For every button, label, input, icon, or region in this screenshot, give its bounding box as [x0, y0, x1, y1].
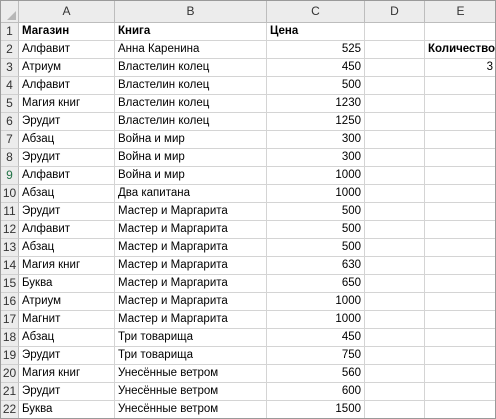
cell-d[interactable] — [365, 347, 425, 365]
cell-b[interactable]: Мастер и Маргарита — [115, 293, 267, 311]
cell-a[interactable]: Алфавит — [19, 167, 115, 185]
cell-b[interactable]: Война и мир — [115, 149, 267, 167]
cell-b[interactable]: Мастер и Маргарита — [115, 221, 267, 239]
cell-a[interactable]: Эрудит — [19, 149, 115, 167]
cell-a[interactable]: Алфавит — [19, 41, 115, 59]
table-row — [1, 149, 496, 167]
row-header[interactable]: 4 — [1, 77, 19, 95]
column-header-b[interactable]: B — [115, 1, 267, 23]
cell-a[interactable]: Магия книг — [19, 95, 115, 113]
row-header[interactable]: 5 — [1, 95, 19, 113]
cell-e[interactable] — [425, 167, 496, 185]
cell-c[interactable]: 1000 — [267, 311, 365, 329]
table-row — [1, 347, 496, 365]
cell-grid — [1, 1, 496, 419]
cell-e[interactable] — [425, 275, 496, 293]
table-row — [1, 77, 496, 95]
select-all-triangle-icon — [7, 11, 16, 20]
table-row — [1, 113, 496, 131]
row-header[interactable]: 19 — [1, 347, 19, 365]
row-header[interactable]: 18 — [1, 329, 19, 347]
cell-c[interactable]: 300 — [267, 149, 365, 167]
cell-c[interactable]: 600 — [267, 383, 365, 401]
row-header[interactable]: 7 — [1, 131, 19, 149]
table-row — [1, 203, 496, 221]
cell-e[interactable] — [425, 383, 496, 401]
cell-c[interactable]: 525 — [267, 41, 365, 59]
cell-d[interactable] — [365, 59, 425, 77]
cell-b[interactable]: Властелин колец — [115, 77, 267, 95]
row-header[interactable]: 15 — [1, 275, 19, 293]
cell-e[interactable] — [425, 95, 496, 113]
cell-e[interactable] — [425, 311, 496, 329]
cell-e[interactable] — [425, 365, 496, 383]
cell-d[interactable] — [365, 95, 425, 113]
row-header[interactable]: 12 — [1, 221, 19, 239]
cell-a[interactable]: Магазин — [19, 23, 115, 41]
cell-d[interactable] — [365, 185, 425, 203]
table-row — [1, 41, 496, 59]
table-row — [1, 257, 496, 275]
row-header[interactable]: 16 — [1, 293, 19, 311]
cell-e[interactable] — [425, 401, 496, 419]
cell-e[interactable] — [425, 257, 496, 275]
cell-b[interactable]: Три товарища — [115, 347, 267, 365]
cell-e[interactable] — [425, 293, 496, 311]
cell-b[interactable]: Анна Каренина — [115, 41, 267, 59]
row-header[interactable]: 17 — [1, 311, 19, 329]
table-row — [1, 167, 496, 185]
table-row — [1, 221, 496, 239]
row-header[interactable]: 8 — [1, 149, 19, 167]
table-row — [1, 311, 496, 329]
cell-e[interactable] — [425, 23, 496, 41]
cell-b[interactable]: Мастер и Маргарита — [115, 239, 267, 257]
row-header[interactable]: 13 — [1, 239, 19, 257]
cell-c[interactable]: 450 — [267, 329, 365, 347]
cell-a[interactable]: Магия книг — [19, 257, 115, 275]
table-row — [1, 293, 496, 311]
cell-b[interactable]: Мастер и Маргарита — [115, 257, 267, 275]
table-row — [1, 239, 496, 257]
cell-c[interactable]: 560 — [267, 365, 365, 383]
table-row — [1, 275, 496, 293]
cell-d[interactable] — [365, 167, 425, 185]
table-row — [1, 59, 496, 77]
cell-d[interactable] — [365, 149, 425, 167]
cell-d[interactable] — [365, 41, 425, 59]
cell-c[interactable]: 300 — [267, 131, 365, 149]
row-header[interactable]: 9 — [1, 167, 19, 185]
cell-d[interactable] — [365, 131, 425, 149]
cell-a[interactable]: Магия книг — [19, 365, 115, 383]
cell-c[interactable]: 750 — [267, 347, 365, 365]
column-header-row — [1, 1, 496, 23]
cell-d[interactable] — [365, 365, 425, 383]
cell-a[interactable]: Абзац — [19, 185, 115, 203]
cell-e[interactable] — [425, 221, 496, 239]
cell-a[interactable]: Абзац — [19, 329, 115, 347]
cell-b[interactable]: Унесённые ветром — [115, 401, 267, 419]
row-header[interactable]: 10 — [1, 185, 19, 203]
cell-a[interactable]: Алфавит — [19, 77, 115, 95]
row-header[interactable]: 22 — [1, 401, 19, 419]
cell-b[interactable]: Мастер и Маргарита — [115, 203, 267, 221]
cell-a[interactable]: Эрудит — [19, 347, 115, 365]
cell-e[interactable]: Количество — [425, 41, 496, 59]
cell-d[interactable] — [365, 383, 425, 401]
cell-b[interactable]: Властелин колец — [115, 113, 267, 131]
cell-b[interactable]: Мастер и Маргарита — [115, 311, 267, 329]
cell-a[interactable]: Атриум — [19, 59, 115, 77]
column-header-e[interactable]: E — [425, 1, 496, 23]
cell-a[interactable]: Алфавит — [19, 221, 115, 239]
cell-a[interactable]: Эрудит — [19, 113, 115, 131]
cell-b[interactable]: Властелин колец — [115, 95, 267, 113]
cell-d[interactable] — [365, 401, 425, 419]
table-row — [1, 185, 496, 203]
cell-a[interactable]: Эрудит — [19, 203, 115, 221]
cell-d[interactable] — [365, 311, 425, 329]
cell-e[interactable] — [425, 203, 496, 221]
cell-d[interactable] — [365, 23, 425, 41]
table-row — [1, 131, 496, 149]
row-header[interactable]: 3 — [1, 59, 19, 77]
cell-e[interactable] — [425, 329, 496, 347]
column-header-c[interactable]: C — [267, 1, 365, 23]
cell-e[interactable] — [425, 149, 496, 167]
row-header[interactable]: 1 — [1, 23, 19, 41]
cell-a[interactable]: Магнит — [19, 311, 115, 329]
cell-c[interactable]: 1230 — [267, 95, 365, 113]
cell-c[interactable]: Цена — [267, 23, 365, 41]
cell-e[interactable] — [425, 239, 496, 257]
cell-b[interactable]: Три товарища — [115, 329, 267, 347]
cell-e[interactable] — [425, 185, 496, 203]
row-header[interactable]: 11 — [1, 203, 19, 221]
cell-a[interactable]: Эрудит — [19, 383, 115, 401]
row-header[interactable]: 6 — [1, 113, 19, 131]
cell-c[interactable]: 500 — [267, 203, 365, 221]
cell-d[interactable] — [365, 275, 425, 293]
select-all-corner[interactable] — [1, 1, 19, 23]
table-row — [1, 401, 496, 419]
cell-d[interactable] — [365, 113, 425, 131]
cell-b[interactable]: Унесённые ветром — [115, 365, 267, 383]
column-header-d[interactable]: D — [365, 1, 425, 23]
cell-a[interactable]: Атриум — [19, 293, 115, 311]
cell-c[interactable]: 650 — [267, 275, 365, 293]
table-row — [1, 23, 496, 41]
row-header[interactable]: 14 — [1, 257, 19, 275]
cell-c[interactable]: 630 — [267, 257, 365, 275]
cell-e[interactable] — [425, 113, 496, 131]
cell-d[interactable] — [365, 257, 425, 275]
cell-c[interactable]: 1500 — [267, 401, 365, 419]
cell-c[interactable]: 450 — [267, 59, 365, 77]
cell-d[interactable] — [365, 329, 425, 347]
table-row — [1, 95, 496, 113]
cell-a[interactable]: Буква — [19, 275, 115, 293]
cell-b[interactable]: Мастер и Маргарита — [115, 275, 267, 293]
cell-e[interactable] — [425, 347, 496, 365]
cell-c[interactable]: 1000 — [267, 185, 365, 203]
cell-c[interactable]: 500 — [267, 221, 365, 239]
table-row — [1, 365, 496, 383]
cell-b[interactable]: Властелин колец — [115, 59, 267, 77]
cell-c[interactable]: 500 — [267, 77, 365, 95]
table-row — [1, 329, 496, 347]
cell-b[interactable]: Война и мир — [115, 167, 267, 185]
cell-e[interactable] — [425, 131, 496, 149]
cell-c[interactable]: 500 — [267, 239, 365, 257]
cell-c[interactable]: 1000 — [267, 293, 365, 311]
cell-a[interactable]: Абзац — [19, 131, 115, 149]
row-header[interactable]: 2 — [1, 41, 19, 59]
cell-b[interactable]: Унесённые ветром — [115, 383, 267, 401]
cell-b[interactable]: Книга — [115, 23, 267, 41]
cell-c[interactable]: 1250 — [267, 113, 365, 131]
cell-e[interactable] — [425, 77, 496, 95]
cell-d[interactable] — [365, 293, 425, 311]
cell-a[interactable]: Буква — [19, 401, 115, 419]
cell-e[interactable]: 3 — [425, 59, 496, 77]
cell-d[interactable] — [365, 239, 425, 257]
cell-b[interactable]: Два капитана — [115, 185, 267, 203]
cell-d[interactable] — [365, 221, 425, 239]
cell-a[interactable]: Абзац — [19, 239, 115, 257]
row-header[interactable]: 21 — [1, 383, 19, 401]
row-header[interactable]: 20 — [1, 365, 19, 383]
cell-d[interactable] — [365, 203, 425, 221]
column-header-a[interactable]: A — [19, 1, 115, 23]
cell-c[interactable]: 1000 — [267, 167, 365, 185]
table-row — [1, 383, 496, 401]
cell-b[interactable]: Война и мир — [115, 131, 267, 149]
cell-d[interactable] — [365, 77, 425, 95]
